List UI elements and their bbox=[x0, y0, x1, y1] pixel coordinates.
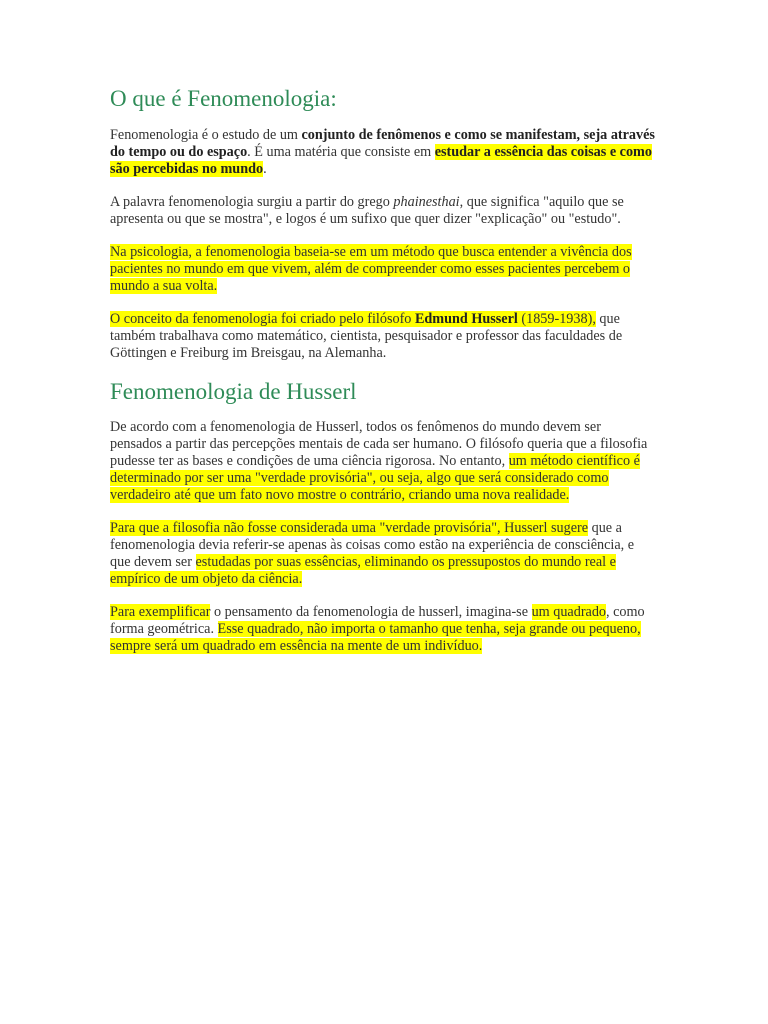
text-run: . É uma matéria que consiste em bbox=[247, 144, 435, 160]
paragraph-etymology bbox=[110, 194, 655, 228]
text-run: o pensamento da fenomenologia de husserl, imagina-se bbox=[210, 604, 532, 620]
highlighted-text: O conceito da fenomenologia foi criado pelo filósofo bbox=[110, 311, 415, 327]
text-run: que a fenomenologia devia referir-se apenas às coisas como estão na experiência de consciência, e que devem ser bbox=[110, 520, 635, 570]
highlighted-text: um quadrado bbox=[531, 604, 607, 620]
highlighted-text: Para exemplificar bbox=[110, 604, 211, 620]
text-run: , que significa "aquilo que se apresenta ou que se mostra", e logos é um sufixo que quer dizer "explicação" ou "estudo". bbox=[110, 194, 624, 227]
highlighted-text: Esse quadrado, não importa o tamanho que tenha, seja grande ou pequeno, sempre será um quadrado em essência na mente de um indivíduo. bbox=[110, 621, 641, 654]
paragraph-provisional-truth bbox=[110, 520, 655, 588]
paragraph-husserl-origin bbox=[110, 311, 655, 362]
paragraph-square-example bbox=[110, 604, 655, 655]
paragraph-husserl-perception bbox=[110, 419, 655, 504]
highlighted-bold-text: estudar a essência das coisas e como são percebidas no mundo bbox=[110, 144, 652, 177]
heading-what-is-phenomenology: O que é Fenomenologia: bbox=[110, 86, 337, 111]
text-run: De acordo com a fenomenologia de Husserl, todos os fenômenos do mundo devem ser pensados a partir das percepções mentais de cada ser humano. O filósofo queria que a filosofia pudesse ter as bases e condições de uma ciência rigorosa. No entanto, bbox=[110, 419, 648, 469]
bold-text: conjunto de fenômenos e como se manifestam, seja através do tempo ou do espaço bbox=[110, 127, 655, 160]
paragraph-psychology bbox=[110, 244, 655, 295]
heading-husserl-phenomenology: Fenomenologia de Husserl bbox=[110, 379, 357, 404]
paragraph-definition bbox=[110, 127, 655, 178]
highlighted-bold-text: Edmund Husserl bbox=[414, 311, 518, 327]
highlighted-text: Para que a filosofia não fosse considerada uma "verdade provisória", Husserl sugere bbox=[110, 520, 589, 536]
highlighted-text: (1859-1938), bbox=[517, 311, 596, 327]
highlighted-text: um método científico é determinado por ser uma "verdade provisória", ou seja, algo que será considerado como verdadeiro até que um fato novo mostre o contrário, criando uma nova realidade. bbox=[110, 453, 640, 503]
italic-text: phainesthai bbox=[393, 194, 460, 210]
article-body bbox=[110, 84, 655, 671]
highlighted-text: estudadas por suas essências, eliminando os pressupostos do mundo real e empírico de um objeto da ciência. bbox=[110, 554, 616, 587]
text-run: , como forma geométrica. bbox=[110, 604, 645, 637]
text-run: Fenomenologia é o estudo de um bbox=[110, 127, 302, 143]
text-run: . bbox=[263, 161, 267, 177]
highlighted-text: Na psicologia, a fenomenologia baseia-se em um método que busca entender a vivência dos pacientes no mundo em que vivem, além de compreender como esses pacientes percebem o mundo a sua volta. bbox=[110, 244, 632, 294]
text-run: A palavra fenomenologia surgiu a partir do grego bbox=[110, 194, 394, 210]
text-run: que também trabalhava como matemático, cientista, pesquisador e professor das faculdades de Göttingen e Freiburg im Breisgau, na Alemanha. bbox=[110, 311, 623, 361]
